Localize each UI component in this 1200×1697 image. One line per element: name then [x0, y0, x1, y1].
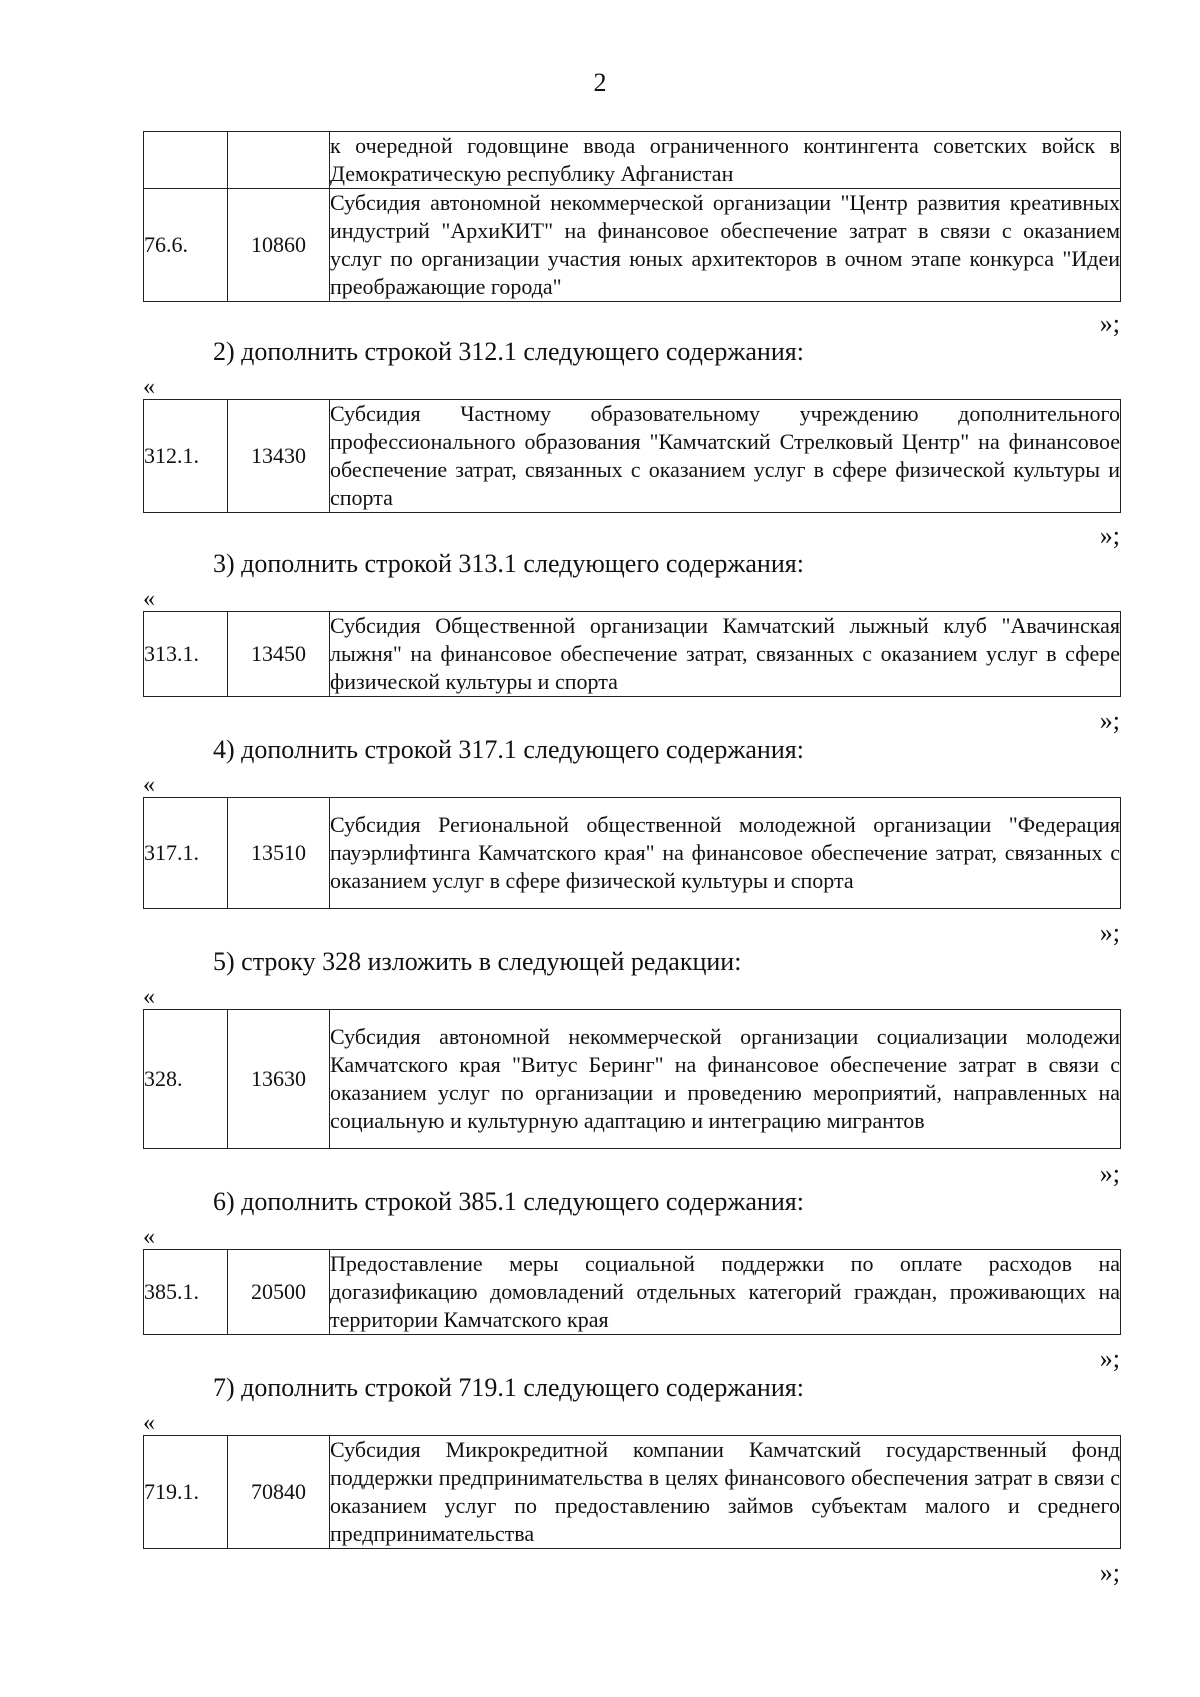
table-row [144, 1010, 1121, 1149]
amendment-heading: 7) дополнить строкой 719.1 следующего содержания: [213, 1373, 804, 1402]
row-description: Субсидия автономной некоммерческой организации "Центр развития креативных индустрий "АрхиКИТ" на финансовое обеспечение затрат в связи с оказанием услуг по организации участия юных архитекторов в очном этапе конкурса "Идеи преображающие города" [330, 189, 1121, 302]
closing-quote: »; [1099, 1344, 1120, 1373]
row-description: Предоставление меры социальной поддержки по оплате расходов на догазификацию домовладений отдельных категорий граждан, проживающих на территории Камчатского края [330, 1250, 1121, 1335]
table-row [144, 1250, 1121, 1335]
row-description: Субсидия Общественной организации Камчатский лыжный клуб "Авачинская лыжня" на финансовое обеспечение затрат, связанных с оказанием услуг в сфере физической культуры и спорта [330, 612, 1121, 697]
opening-quote: « [143, 1410, 155, 1436]
opening-quote: « [143, 984, 155, 1010]
amendment-table [143, 1009, 1121, 1149]
page-number: 2 [593, 68, 607, 97]
opening-quote: « [143, 772, 155, 798]
table-row [144, 189, 1121, 302]
closing-quote: »; [1099, 521, 1120, 550]
continuation-table [143, 131, 1121, 302]
row-number: 317.1. [144, 798, 228, 909]
row-description: к очередной годовщине ввода ограниченного контингента советских войск в Демократическую республику Афганистан [330, 132, 1121, 189]
amendment-heading: 2) дополнить строкой 312.1 следующего содержания: [213, 337, 804, 366]
row-description: Субсидия автономной некоммерческой организации социализации молодежи Камчатского края "Витус Беринг" на финансовое обеспечение затрат в связи с оказанием услуг по организации и проведению мероприятий, направленных на социальную и культурную адаптацию и интеграцию мигрантов [330, 1010, 1121, 1149]
table-row [144, 400, 1121, 513]
amendment-heading: 6) дополнить строкой 385.1 следующего содержания: [213, 1187, 804, 1216]
row-code [228, 132, 330, 189]
row-code: 20500 [228, 1250, 330, 1335]
closing-quote: »; [1099, 918, 1120, 947]
table-row [144, 798, 1121, 909]
closing-quote: »; [1099, 1159, 1120, 1188]
row-number: 312.1. [144, 400, 228, 513]
opening-quote: « [143, 1224, 155, 1250]
amendment-heading: 5) строку 328 изложить в следующей редакции: [213, 947, 742, 976]
table-row [144, 1436, 1121, 1549]
row-code: 70840 [228, 1436, 330, 1549]
row-code: 13630 [228, 1010, 330, 1149]
amendment-heading: 3) дополнить строкой 313.1 следующего содержания: [213, 549, 804, 578]
row-code: 13430 [228, 400, 330, 513]
row-number: 719.1. [144, 1436, 228, 1549]
amendment-heading: 4) дополнить строкой 317.1 следующего содержания: [213, 735, 804, 764]
row-number: 385.1. [144, 1250, 228, 1335]
opening-quote: « [143, 374, 155, 400]
amendment-table [143, 399, 1121, 513]
row-code: 13450 [228, 612, 330, 697]
row-code: 13510 [228, 798, 330, 909]
closing-quote: »; [1099, 309, 1120, 338]
row-description: Субсидия Частному образовательному учреждению дополнительного профессионального образования "Камчатский Стрелковый Центр" на финансовое обеспечение затрат, связанных с оказанием услуг в сфере физической культуры и спорта [330, 400, 1121, 513]
row-code: 10860 [228, 189, 330, 302]
row-number: 313.1. [144, 612, 228, 697]
closing-quote: »; [1099, 1558, 1120, 1587]
row-description: Субсидия Региональной общественной молодежной организации "Федерация пауэрлифтинга Камчатского края" на финансовое обеспечение затрат, связанных с оказанием услуг в сфере физической культуры и спорта [330, 798, 1121, 909]
amendment-table [143, 1249, 1121, 1335]
table-row [144, 612, 1121, 697]
amendment-table [143, 1435, 1121, 1549]
amendment-table [143, 611, 1121, 697]
row-number: 328. [144, 1010, 228, 1149]
row-description: Субсидия Микрокредитной компании Камчатский государственный фонд поддержки предпринимательства в целях финансового обеспечения затрат в связи с оказанием услуг по предоставлению займов субъектам малого и среднего предпринимательства [330, 1436, 1121, 1549]
row-number: 76.6. [144, 189, 228, 302]
row-number [144, 132, 228, 189]
table-row [144, 132, 1121, 189]
amendment-table [143, 797, 1121, 909]
closing-quote: »; [1099, 706, 1120, 735]
opening-quote: « [143, 586, 155, 612]
